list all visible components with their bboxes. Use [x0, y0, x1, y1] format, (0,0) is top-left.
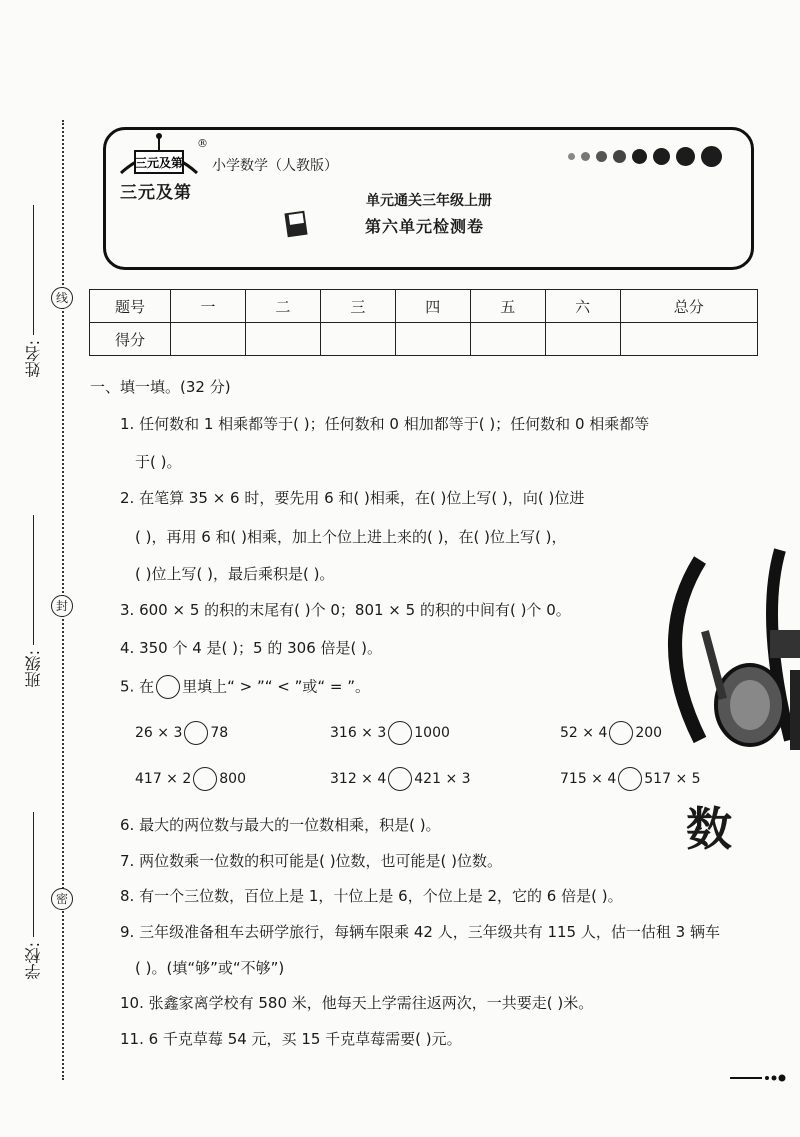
- answer-circle[interactable]: [193, 767, 217, 791]
- table-cell: 二: [245, 290, 320, 323]
- page-end-mark: [730, 1072, 790, 1084]
- compare-left: 417 × 2: [135, 771, 192, 787]
- question-2-line-2: ( )，再用 6 和( )相乘，加上个位上进上来的( )，在( )位上写( )，: [135, 528, 567, 546]
- question-7: 7. 两位数乘一位数的积可能是( )位数，也可能是( )位数。: [120, 852, 503, 870]
- compare-right: 200: [635, 725, 663, 741]
- compare-left: 312 × 4: [330, 771, 387, 787]
- table-cell: 五: [470, 290, 545, 323]
- score-table: [89, 289, 758, 356]
- subject-label: 小学数学（人教版）: [212, 158, 338, 174]
- table-cell: 一: [171, 290, 246, 323]
- compare-right: 78: [210, 725, 229, 741]
- question-9-line-1: 9. 三年级准备租车去研学旅行，每辆车限乘 42 人，三年级共有 115 人，估一估租 3 辆车: [120, 923, 720, 941]
- compare-left: 715 × 4: [560, 771, 617, 787]
- question-5: [120, 675, 370, 699]
- table-cell: 六: [545, 290, 620, 323]
- compare-right: 800: [219, 771, 246, 787]
- class-label: 班级:: [24, 650, 43, 688]
- answer-circle[interactable]: [609, 721, 633, 745]
- school-write-line: [33, 812, 34, 937]
- question-10: 10. 张鑫家离学校有 580 米，他每天上学需往返两次，一共要走( )米。: [120, 994, 594, 1012]
- seal-line-mark: 线: [51, 287, 73, 309]
- table-cell: 得分: [90, 323, 171, 356]
- section-title: 一、填一填。(32 分): [90, 378, 231, 396]
- name-write-line: [33, 205, 34, 335]
- logo-text: 三元及第: [120, 183, 192, 203]
- question-1-line-1: 1. 任何数和 1 相乘都等于( )；任何数和 0 相加都等于( )；任何数和 0 相乘都等: [120, 415, 650, 433]
- series-title: 单元通关三年级上册: [366, 193, 492, 209]
- name-label: 姓名:: [24, 340, 43, 378]
- table-cell: 题号: [90, 290, 171, 323]
- answer-circle[interactable]: [388, 767, 412, 791]
- question-5-suffix: 里填上“ > ”“ < ”或“ = ”。: [182, 677, 371, 696]
- seal-secret-mark: 密: [51, 888, 73, 910]
- question-9-line-2: ( )。(填“够”或“不够”): [135, 959, 285, 977]
- book-icon: [284, 208, 310, 238]
- registered-mark: ®: [197, 137, 208, 150]
- score-cell[interactable]: [245, 323, 320, 356]
- question-3: 3. 600 × 5 的积的末尾有( )个 0；801 × 5 的积的中间有( )个 0。: [120, 601, 571, 619]
- question-5-prefix: 5. 在: [120, 677, 155, 696]
- table-row: [90, 290, 758, 323]
- compare-item: [330, 767, 471, 791]
- question-4: 4. 350 个 4 是( )；5 的 306 倍是( )。: [120, 639, 382, 657]
- score-cell[interactable]: [320, 323, 395, 356]
- compare-left: 316 × 3: [330, 725, 387, 741]
- seal-seal-mark: 封: [51, 595, 73, 617]
- question-2-line-1: 2. 在笔算 35 × 6 时，要先用 6 和( )相乘，在( )位上写( )，向( )位进: [120, 489, 585, 507]
- compare-right: 421 × 3: [414, 771, 471, 787]
- compare-right: 517 × 5: [644, 771, 701, 787]
- question-8: 8. 有一个三位数，百位上是 1，十位上是 6，个位上是 2，它的 6 倍是( )。: [120, 887, 623, 905]
- compare-left: 52 × 4: [560, 725, 608, 741]
- question-11: 11. 6 千克草莓 54 元，买 15 千克草莓需要( )元。: [120, 1030, 462, 1048]
- score-cell[interactable]: [171, 323, 246, 356]
- table-cell: 总分: [620, 290, 757, 323]
- question-1-line-2: 于( )。: [135, 453, 182, 471]
- decorative-dots: [568, 146, 728, 167]
- answer-circle[interactable]: [618, 767, 642, 791]
- question-2-line-3: ( )位上写( )，最后乘积是( )。: [135, 565, 335, 583]
- decorative-glyph: 数: [686, 802, 732, 856]
- score-cell[interactable]: [620, 323, 757, 356]
- compare-item: [330, 721, 450, 745]
- answer-circle[interactable]: [184, 721, 208, 745]
- compare-right: 1000: [414, 725, 450, 741]
- compare-item: [135, 721, 228, 745]
- score-cell[interactable]: [545, 323, 620, 356]
- compare-item: [135, 767, 246, 791]
- logo-mark-text: 三元及第: [134, 156, 184, 170]
- page-title: 第六单元检测卷: [365, 217, 485, 236]
- table-cell: 三: [320, 290, 395, 323]
- class-write-line: [33, 515, 34, 645]
- answer-circle[interactable]: [388, 721, 412, 745]
- compare-left: 26 × 3: [135, 725, 183, 741]
- school-label: 学校:: [24, 942, 43, 980]
- question-6: 6. 最大的两位数与最大的一位数相乘，积是( )。: [120, 816, 441, 834]
- compare-circle-icon: [156, 675, 180, 699]
- table-row: [90, 323, 758, 356]
- score-cell[interactable]: [470, 323, 545, 356]
- table-cell: 四: [395, 290, 470, 323]
- score-cell[interactable]: [395, 323, 470, 356]
